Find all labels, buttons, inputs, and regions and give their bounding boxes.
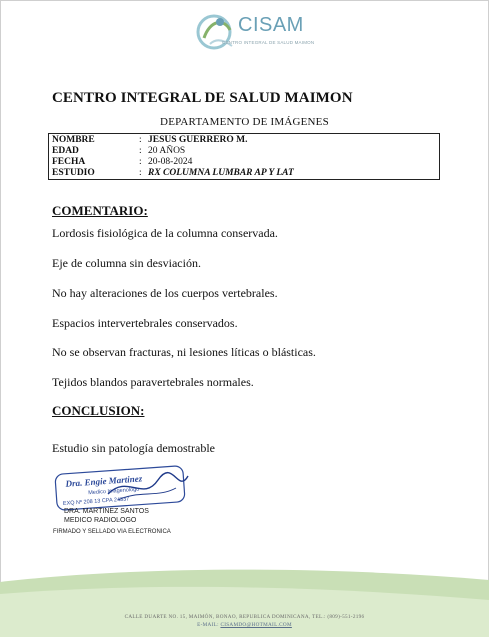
finding-item: Lordosis fisiológica de la columna conservada. bbox=[52, 226, 278, 240]
finding-item: No hay alteraciones de los cuerpos vertebrales. bbox=[52, 286, 278, 300]
finding-item: No se observan fracturas, ni lesiones líticas o blásticas. bbox=[52, 345, 316, 359]
info-label: ESTUDIO bbox=[52, 168, 95, 178]
study-date: 20-08-2024 bbox=[148, 157, 193, 167]
info-label: NOMBRE bbox=[52, 135, 95, 145]
footer-email-prefix: E-MAIL: bbox=[197, 622, 219, 628]
svg-text:EXQ Nº 208 13 CPA 24337: EXQ Nº 208 13 CPA 24337 bbox=[62, 496, 130, 508]
info-label: FECHA bbox=[52, 157, 86, 167]
info-label: EDAD bbox=[52, 146, 79, 156]
cisam-logo bbox=[190, 8, 315, 54]
document-title: CENTRO INTEGRAL DE SALUD MAIMON bbox=[52, 90, 353, 106]
svg-text:Medico Imagenologo: Medico Imagenologo bbox=[88, 486, 140, 497]
finding-item: Eje de columna sin desviación. bbox=[52, 256, 201, 270]
finding-item: Tejidos blandos paravertebrales normales. bbox=[52, 375, 254, 389]
conclusion-heading: CONCLUSION: bbox=[52, 403, 145, 418]
footer-address: CALLE DUARTE NO. 15, MAIMÓN, BONAO, REPUBLICA DOMINICANA, TEL.: (809)-551-2196 bbox=[124, 614, 365, 620]
doctor-stamp-signature bbox=[48, 464, 198, 512]
department-name: DEPARTAMENTO DE IMÁGENES bbox=[160, 116, 329, 128]
signer-name: DRA. MARTINEZ SANTOS bbox=[64, 508, 149, 515]
study-type: RX COLUMNA LUMBAR AP Y LAT bbox=[148, 168, 294, 178]
finding-item: Espacios intervertebrales conservados. bbox=[52, 316, 238, 330]
logo-name: CISAM bbox=[238, 14, 304, 36]
comment-heading: COMENTARIO: bbox=[52, 203, 148, 218]
info-colon: : bbox=[139, 135, 142, 145]
info-colon: : bbox=[139, 146, 142, 156]
patient-name: JESUS GUERRERO M. bbox=[148, 135, 248, 145]
logo-subtitle: CENTRO INTEGRAL DE SALUD MAIMON bbox=[222, 40, 315, 45]
signed-note: FIRMADO Y SELLADO VIA ELECTRONICA bbox=[53, 529, 171, 535]
info-colon: : bbox=[139, 157, 142, 167]
footer-email-line bbox=[0, 622, 489, 628]
patient-info-box bbox=[48, 133, 440, 180]
svg-text:Dra. Engie Martinez: Dra. Engie Martinez bbox=[65, 473, 143, 489]
footer-email-link[interactable]: CISAMDO@HOTMAIL.COM bbox=[220, 622, 292, 628]
info-colon: : bbox=[139, 168, 142, 178]
patient-age: 20 AÑOS bbox=[148, 146, 186, 156]
conclusion-text: Estudio sin patología demostrable bbox=[52, 441, 215, 455]
signer-role: MEDICO RADIOLOGO bbox=[64, 517, 137, 524]
cisam-logo-mark-icon bbox=[190, 8, 242, 54]
